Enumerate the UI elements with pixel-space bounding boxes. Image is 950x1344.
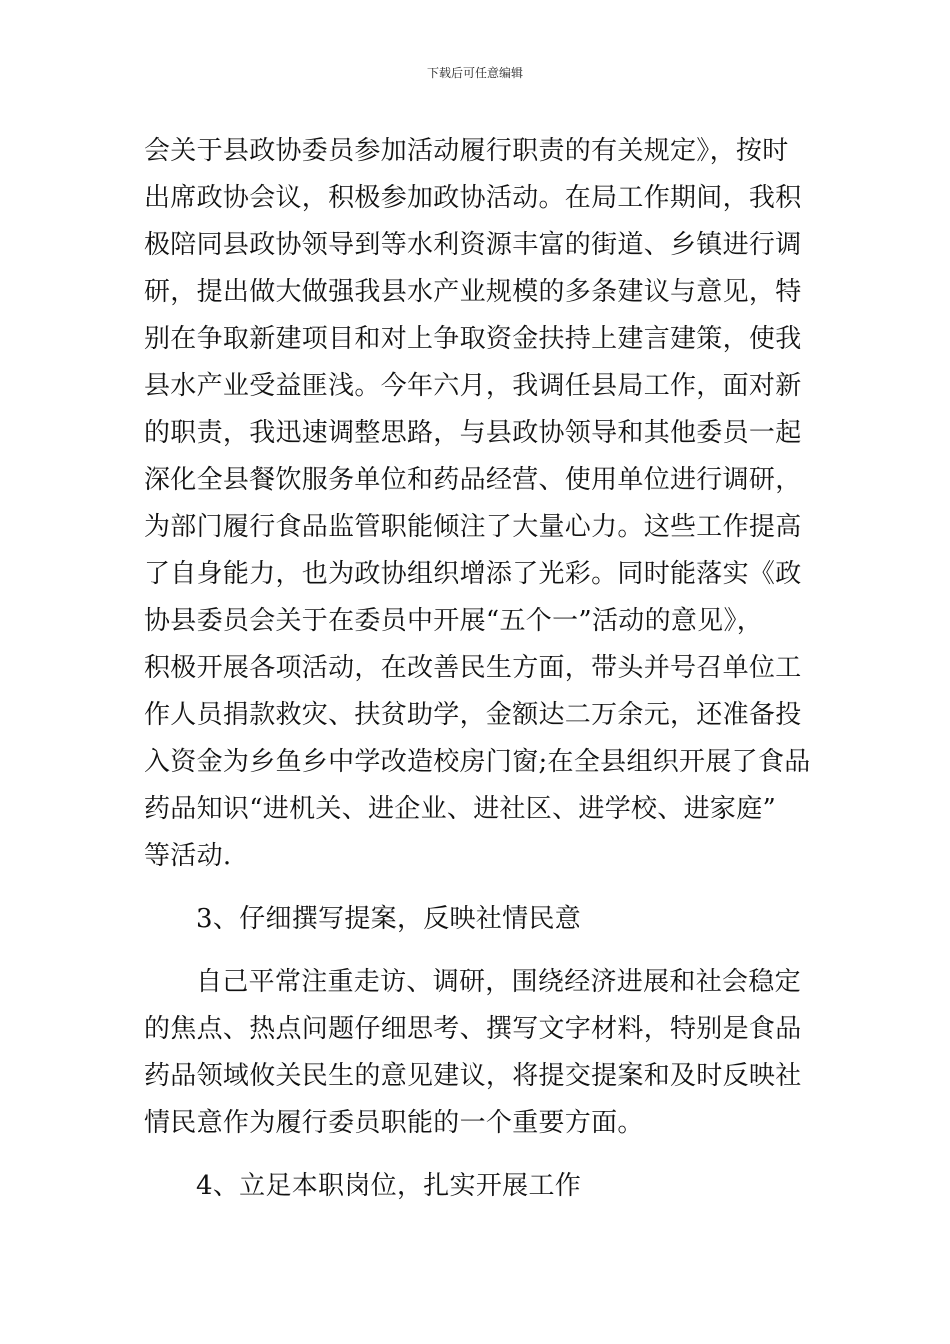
text-line: 研，提出做大做强我县水产业规模的多条建议与意见，特 (144, 277, 802, 307)
text-line: 别在争取新建项目和对上争取资金扶持上建言建策，使我 (144, 324, 802, 354)
text-line: 药品领域攸关民生的意见建议，将提交提案和及时反映社 (144, 1061, 802, 1091)
text-line: 积极开展各项活动，在改善民生方面，带头并号召单位工 (144, 653, 802, 683)
page-header: 下载后可任意编辑 (426, 66, 523, 80)
text-line: 极陪同县政协领导到等水利资源丰富的街道、乡镇进行调 (144, 230, 802, 260)
text-line: 了自身能力，也为政协组织增添了光彩。同时能落实《政 (144, 559, 802, 589)
section-heading-3: 3、仔细撰写提案，反映社情民意 (196, 904, 582, 934)
text-line: 情民意作为履行委员职能的一个重要方面。 (144, 1108, 644, 1138)
text-line: 等活动. (144, 841, 232, 871)
paragraph-proposals (144, 959, 808, 1147)
text-line: 药品知识“进机关、进企业、进社区、进学校、进家庭” (144, 794, 777, 824)
text-line: 的职责，我迅速调整思路，与县政协领导和其他委员一起 (144, 418, 802, 448)
text-line: 入资金为乡鱼乡中学改造校房门窗;在全县组织开展了食品 (144, 747, 811, 777)
text-line: 为部门履行食品监管职能倾注了大量心力。这些工作提高 (144, 512, 802, 542)
document-body (144, 128, 811, 1210)
text-line: 协县委员会关于在委员中开展“五个一”活动的意见》， (144, 606, 764, 636)
text-line: 的焦点、热点问题仔细思考、撰写文字材料，特别是食品 (144, 1014, 802, 1044)
text-line: 自己平常注重走访、调研，围绕经济进展和社会稳定 (196, 967, 801, 997)
text-line: 会关于县政协委员参加活动履行职责的有关规定》，按时 (144, 136, 789, 166)
text-line: 作人员捐款救灾、扶贫助学，金额达二万余元，还准备投 (144, 700, 802, 730)
text-line: 县水产业受益匪浅。今年六月，我调任县局工作，面对新 (144, 371, 802, 401)
text-line: 深化全县餐饮服务单位和药品经营、使用单位进行调研， (144, 465, 802, 495)
text-line: 出席政协会议，积极参加政协活动。在局工作期间，我积 (144, 183, 802, 213)
paragraph-activities (144, 128, 811, 880)
section-heading-4: 4、立足本职岗位，扎实开展工作 (196, 1171, 582, 1201)
